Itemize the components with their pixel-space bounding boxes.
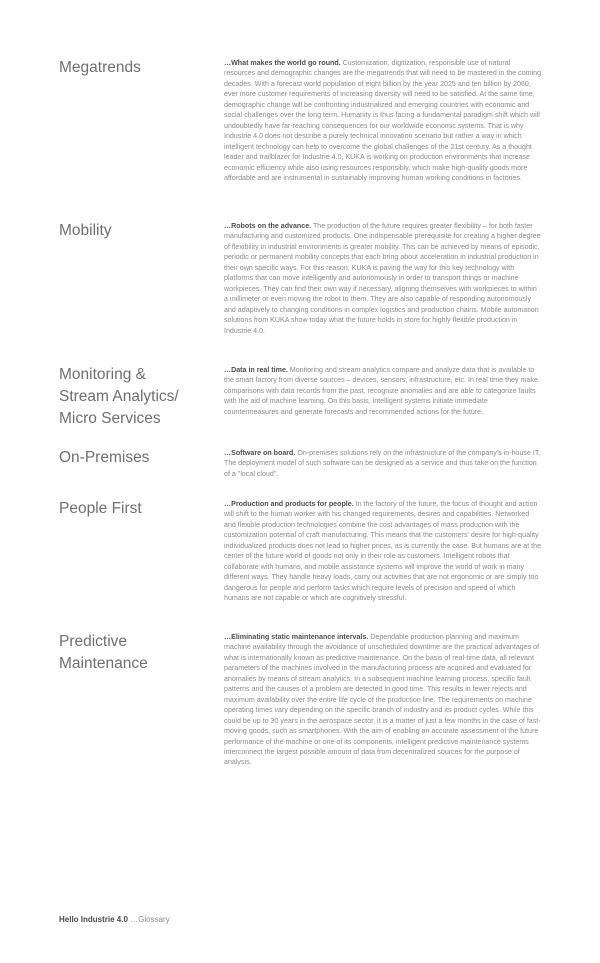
definition-body: In the factory of the future, the focus of thought and action will shift to the human worker with his changed requirements, desires and capabilities. Networked and flexible production technologies combine the cost advantages of mass production with the customization potential of craft manufacturing. This means that the customers' desire for high-quality individualized products does not lead to higher prices, as is currently the case. But humans are at the center of the future world of goods not only in their role as customers. Intelligent robots that collaborate with humans, and mobile assistance systems will improve the world of work in many different ways. They handle heavy loads, carry out activities that are not ergonomic or are simply too dangerous for people and perform tasks which require levels of precision and speed of which humans are not capable or which are cognitively stressful. [224, 500, 542, 603]
page-footer [59, 915, 170, 924]
definition-lead: …Data in real time. [224, 366, 288, 374]
definition-lead: …Eliminating static maintenance intervals. [224, 633, 369, 641]
definition-lead: …Robots on the advance. [224, 222, 312, 230]
glossary-term: Monitoring & Stream Analytics/ Micro Services [59, 366, 179, 427]
glossary-term: Predictive Maintenance [59, 633, 148, 672]
definition-body: On-premises solutions rely on the infrastructure of the company's in-house IT. The deployment model of such software can be designed as a service and thus take on the function of a "local cloud". [224, 449, 541, 478]
glossary-definition [224, 448, 542, 479]
glossary-definition [224, 221, 542, 336]
definition-lead: …What makes the world go round. [224, 59, 341, 67]
glossary-term: People First [59, 500, 142, 517]
footer-brand: Hello Industrie 4.0 [59, 915, 128, 924]
footer-section: …Glossary [130, 915, 170, 924]
glossary-term: Mobility [59, 222, 112, 239]
glossary-term: Megatrends [59, 59, 141, 76]
definition-body: Dependable production planning and maximum machine availability through the avoidance of unscheduled downtime are the practical advantages of what is internationally known as predictive maintenance. On the basis of real-time data, all relevant parameters of the machines involved in the manufacturing process are acquired and evaluated for anomalies by means of stream analytics. In a subsequent machine learning process, specific fault patterns and the causes of a problem are detected in good time. This results in fewer rejects and maximum availability over the entire life cycle of the production line. The requirements on machine operating times vary depending on the specific branch of industry and its product cycles. While this could be up to 30 years in the aerospace sector, it is a matter of just a few months in the case of fast-moving goods, such as smartphones. With the aim of enabling an accurate assessment of the future performance of the machine or one of its components, intelligent predictive maintenance systems interconnect the largest possible amount of data from decentralized sources for the purpose of analysis. [224, 633, 541, 767]
definition-body: The production of the future requires greater flexibility – for both faster manufacturing and customized products. One indispensable prerequisite for creating a higher degree of flexibility in industrial environments is greater mobility. This can be achieved by means of episodic, periodic or permanent mobility concepts that each bring about acceleration in industrial production in their own specific ways. For this reason, KUKA is paving the way for this key technology with platforms that can move intelligently and autonomously in order to transport things or machine workpieces. They can find their own way if necessary, aligning themselves with workpieces to within a millimeter or even moving the robot to them. They are also capable of responding autonomously and adaptively to changing conditions in complex logistics and production chains. Mobile automation solutions from KUKA show today what the future holds in store for highly flexible production in Industrie 4.0. [224, 222, 541, 335]
glossary-definition [224, 499, 542, 604]
glossary-definition [224, 58, 542, 183]
glossary-definition [224, 632, 542, 768]
definition-body: Customization, digitization, responsible use of natural resources and demographic changes are the megatrends that will need to be mastered in the coming decades. With a forecast world population of eight billion by the year 2025 and ten billion by 2060, ever more customer requirements of increasing diversity will need to be satisfied. At the same time, demographic change will be confronting industrialized and emerging countries with economic and social challenges over the long term. Humanity is thus facing a fundamental paradigm shift which will undoubtedly have far-reaching consequences for our worldwide economic systems. That is why Industrie 4.0 does not describe a purely technical innovation scenario but rather a way in which intelligent technology can help to overcome the global challenges of the 21st century. As a thought leader and trailblazer for Industrie 4.0, KUKA is working on production environments that increase economic efficiency while also using resources responsibly, which make high-quality goods more affordable and are instrumental in sustainably improving human working conditions in factories. [224, 59, 542, 182]
definition-body: Monitoring and stream analytics compare and analyze data that is available to the smart factory from diverse sources – devices, sensors, infrastructure, etc. In real time they make comparisons with data records from the past, recognize anomalies and are able to categorize faults with the aid of machine learning. On this basis, intelligent systems initiate immediate countermeasures and generate forecasts and recommended actions for the future. [224, 366, 538, 416]
definition-lead: …Software on board. [224, 449, 296, 457]
glossary-definition [224, 365, 542, 417]
definition-lead: …Production and products for people. [224, 500, 354, 508]
glossary-term: On-Premises [59, 449, 150, 466]
